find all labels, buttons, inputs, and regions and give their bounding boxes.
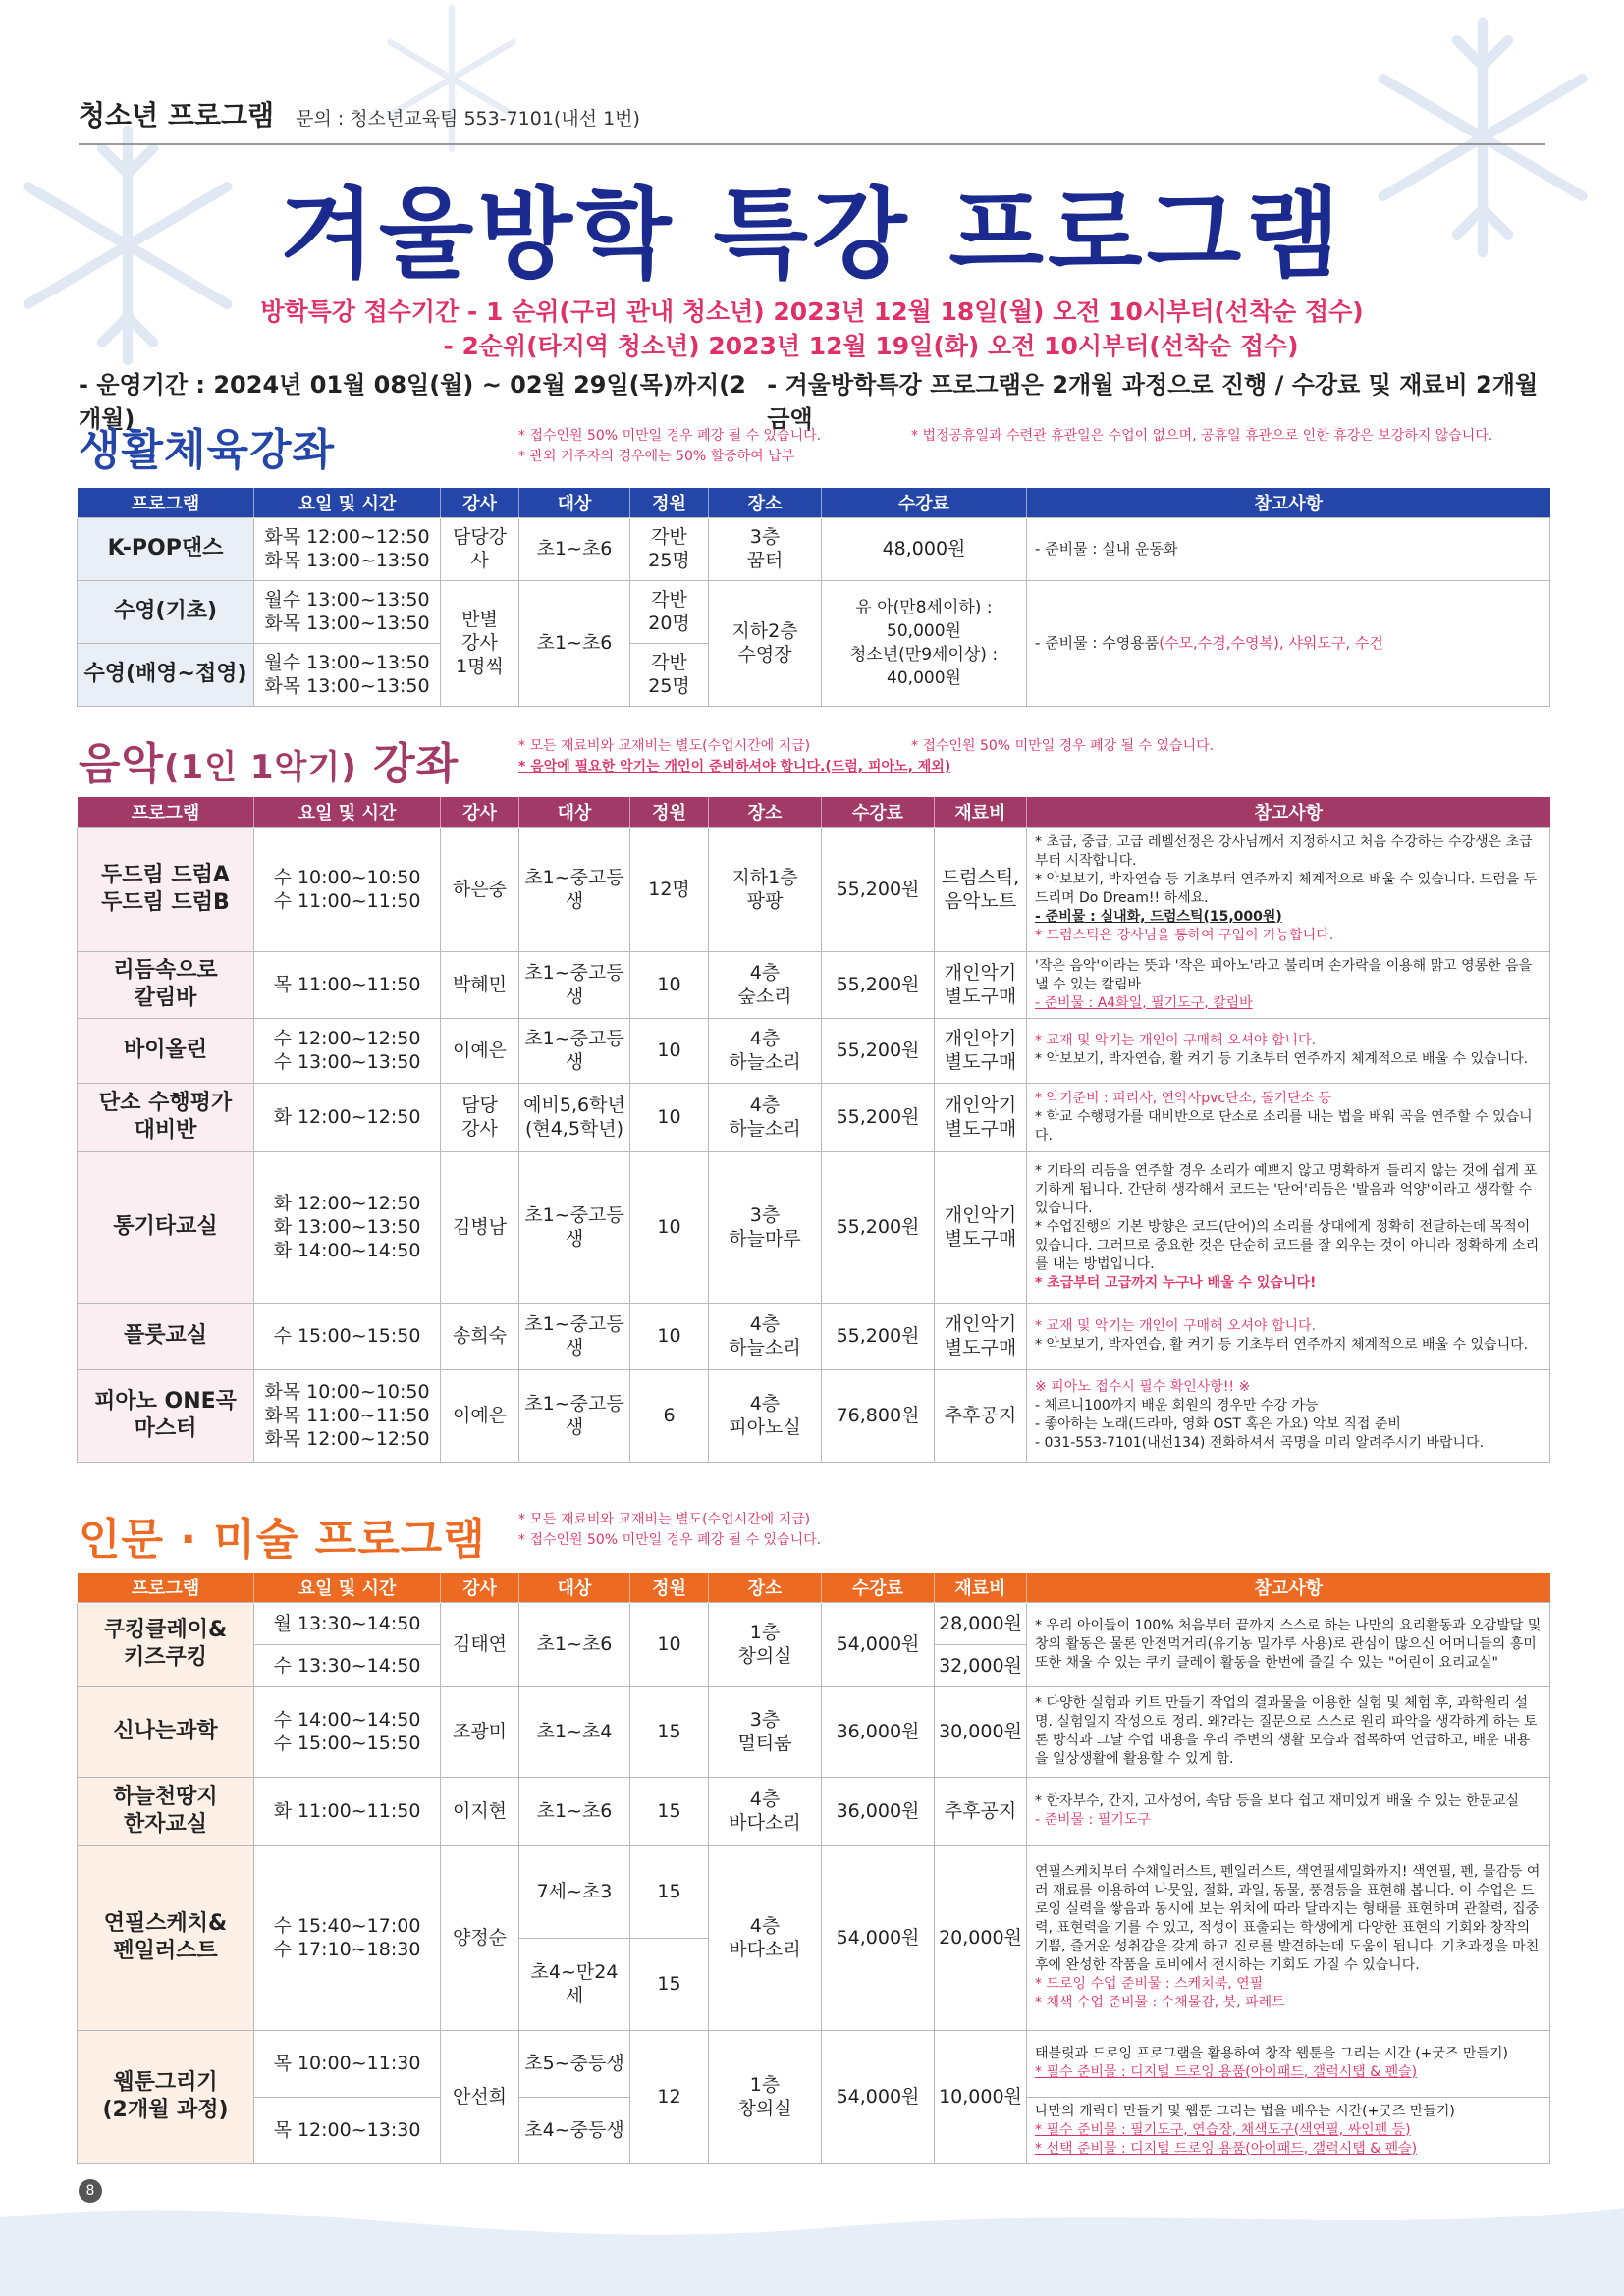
program-fee: 55,200원: [822, 1303, 935, 1369]
col-target: 대상: [519, 488, 630, 517]
program-note: - 준비물 : 수영용품(수모,수경,수영복), 샤워도구, 수건: [1027, 580, 1550, 706]
program-time: 월수 13:00~13:50 화목 13:00~13:50: [254, 580, 441, 643]
program-note: '작은 음악'이라는 뜻과 '작은 피아노'라고 불리며 손가락을 이용해 맑고 영롱한 음을 낼 수 있는 칼림바 - 준비물 : A4화일, 필기도구, 칼림바: [1027, 951, 1550, 1018]
program-time: 목 10:00~11:30: [254, 2030, 441, 2097]
program-material: 개인악기 별도구매: [935, 1303, 1027, 1369]
col-place: 장소: [709, 797, 822, 827]
program-target: 초1~중고등생: [519, 1303, 630, 1369]
program-target: 초1~중고등생: [519, 1151, 630, 1303]
table-row: [78, 1151, 1550, 1303]
table-row: [78, 1369, 1550, 1462]
table-row: [78, 1602, 1550, 1644]
program-time: 목 11:00~11:50: [254, 951, 441, 1018]
program-fee: 48,000원: [822, 517, 1027, 580]
music-notes: [518, 736, 950, 777]
program-capacity: 각반 25명: [630, 517, 709, 580]
program-teacher: 안선희: [441, 2030, 519, 2163]
program-name: 통기타교실: [78, 1151, 254, 1303]
table-row: [78, 1777, 1550, 1845]
program-capacity: 15: [630, 1777, 709, 1845]
program-teacher: 김병남: [441, 1151, 519, 1303]
program-place: 지하1층 팡팡: [709, 827, 822, 951]
program-name: 리듬속으로 칼림바: [78, 951, 254, 1018]
main-title: 겨울방학 특강 프로그램: [280, 177, 1344, 292]
program-teacher: 조광미: [441, 1686, 519, 1777]
col-place: 장소: [709, 1573, 822, 1602]
program-capacity: 15: [630, 1845, 709, 1938]
header-inquiry: 문의 : 청소년교육팀 553-7101(내선 1번): [296, 108, 640, 130]
program-place: 4층 바다소리: [709, 1777, 822, 1845]
program-material: 20,000원: [935, 1845, 1027, 2030]
program-note: * 초급, 중급, 고급 레벨선정은 강사님께서 지정하시고 처음 수강하는 수강생은 초급부터 시작합니다. * 악보보기, 박자연습 등 기초부터 연주까지 체계적으로 배울 수 있습니다. 드럼을 두드리며 Do Dream!! 하세요. - 준비물 : 실내화, 드럼스틱(15,000원) * 드럼스틱은 강사님을 통하여 구입이 가능합니다.: [1027, 827, 1550, 951]
program-note: * 우리 아이들이 100% 처음부터 끝까지 스스로 하는 나만의 요리활동과 오감발달 및 창의 활동은 물론 안전먹거리(유기농 밀가루 사용)로 관심이 많으신 어머니들의 흥미 또한 채울 수 있는 쿠키 클레이 활동을 한번에 즐길 수 있는 "어린이 요리교실": [1027, 1602, 1550, 1686]
program-time: 화목 12:00~12:50 화목 13:00~13:50: [254, 517, 441, 580]
program-target: 초1~초6: [519, 1602, 630, 1686]
program-fee: 54,000원: [822, 2030, 935, 2163]
program-note: * 악기준비 : 피리사, 연악사pvc단소, 돌기단소 등 * 학교 수행평가를 대비반으로 단소로 소리를 내는 법을 배워 곡을 연주할 수 있습니다.: [1027, 1083, 1550, 1151]
program-note: 태블릿과 드로잉 프로그램을 활용하여 창작 웹툰을 그리는 시간 (+굿즈 만들기) * 필수 준비물 : 디지털 드로잉 용품(아이패드, 갤럭시탭 & 펜슬): [1027, 2030, 1550, 2097]
program-name: 연필스케치& 펜일러스트: [78, 1845, 254, 2030]
table-row: [78, 951, 1550, 1018]
arts-section-title: 인문 · 미술 프로그램: [79, 1515, 486, 1565]
col-material: 재료비: [935, 1573, 1027, 1602]
program-capacity: 12명: [630, 827, 709, 951]
registration-line-2: - 2순위(타지역 청소년) 2023년 12월 19일(화) 오전 10시부터(선착순 접수): [443, 332, 1299, 360]
program-fee: 유 아(만8세이하) : 50,000원 청소년(만9세이상) : 40,000원: [822, 580, 1027, 706]
col-fee: 수강료: [822, 797, 935, 827]
program-capacity: 10: [630, 1018, 709, 1083]
col-note: 참고사항: [1027, 488, 1550, 517]
program-note: * 교재 및 악기는 개인이 구매해 오셔야 합니다. * 악보보기, 박자연습, 활 켜기 등 기초부터 연주까지 체계적으로 배울 수 있습니다.: [1027, 1303, 1550, 1369]
music-section-title: [79, 728, 459, 791]
col-fee: 수강료: [822, 1573, 935, 1602]
music-note-1: * 모든 재료비와 교재비는 별도(수업시간에 지급): [518, 738, 811, 754]
program-place: 3층 하늘마루: [709, 1151, 822, 1303]
col-program: 프로그램: [78, 488, 254, 517]
program-material: 개인악기 별도구매: [935, 1018, 1027, 1083]
program-place: 4층 하늘소리: [709, 1018, 822, 1083]
col-target: 대상: [519, 797, 630, 827]
program-fee: 55,200원: [822, 1151, 935, 1303]
program-time: 화 12:00~12:50: [254, 1083, 441, 1151]
col-time: 요일 및 시간: [254, 488, 441, 517]
table-row: [78, 1845, 1550, 1938]
col-fee: 수강료: [822, 488, 1027, 517]
program-note: 연필스케치부터 수채일러스트, 펜일러스트, 색연필세밀화까지! 색연필, 펜, 물감등 여러 재료를 이용하여 나뭇잎, 절화, 과일, 동물, 풍경등을 표현해 봅니다. 이 수업은 드로잉 실력을 쌓음과 동시에 보는 위치에 따라 달라지는 형태를 표현하며 관찰력, 집중력, 표현력을 기를 수 있고, 적성이 표출되는 학생에게 다양한 표현의 기회와 창작의 기쁨, 즐거운 성취감을 갖게 하고 진로를 발견하는데 도움이 됩니다. 기초과정을 마친 후에 완성한 작품을 로비에서 전시하는 기회도 가질 수 있습니다. * 드로잉 수업 준비물 : 스케치북, 연필 * 채색 수업 준비물 : 수채물감, 붓, 파레트: [1027, 1845, 1550, 2030]
program-target: 초1~초6: [519, 580, 630, 706]
program-fee: 55,200원: [822, 1083, 935, 1151]
program-material: 개인악기 별도구매: [935, 951, 1027, 1018]
program-teacher: 이예은: [441, 1369, 519, 1462]
table-header-row: [78, 1573, 1550, 1602]
program-time: 수 10:00~10:50 수 11:00~11:50: [254, 827, 441, 951]
program-material: 32,000원: [935, 1644, 1027, 1686]
program-time: 화 12:00~12:50 화 13:00~13:50 화 14:00~14:50: [254, 1151, 441, 1303]
music-title-a: 음악: [79, 739, 165, 789]
program-place: 4층 하늘소리: [709, 1083, 822, 1151]
program-note: 나만의 캐릭터 만들기 및 웹툰 그리는 법을 배우는 시간(+굿즈 만들기) * 필수 준비물 : 필기도구, 연습장, 채색도구(색연필, 싸인펜 등) * 선택 준비물 : 디지털 드로잉 용품(아이패드, 갤럭시탭 & 펜슬): [1027, 2097, 1550, 2163]
program-capacity: 각반 20명: [630, 580, 709, 643]
col-time: 요일 및 시간: [254, 1573, 441, 1602]
program-target: 초1~중고등생: [519, 1369, 630, 1462]
program-target: 초1~중고등생: [519, 827, 630, 951]
program-name: 피아노 ONE곡 마스터: [78, 1369, 254, 1462]
sports-notes: [518, 426, 821, 467]
program-place: 4층 바다소리: [709, 1845, 822, 2030]
col-program: 프로그램: [78, 1573, 254, 1602]
arts-table: [77, 1573, 1550, 2164]
program-capacity: 10: [630, 1151, 709, 1303]
sports-table: [77, 488, 1550, 707]
music-note-2: * 음악에 필요한 악기는 개인이 준비하셔야 합니다.(드럼, 피아노, 제외): [518, 759, 951, 774]
program-place: 3층 꿈터: [709, 517, 822, 580]
music-note-right: * 접수인원 50% 미만일 경우 폐강 될 수 있습니다.: [911, 738, 1215, 754]
table-row: [78, 1686, 1550, 1777]
col-target: 대상: [519, 1573, 630, 1602]
col-capacity: 정원: [630, 1573, 709, 1602]
program-target: 초1~중고등생: [519, 951, 630, 1018]
program-material: 개인악기 별도구매: [935, 1083, 1027, 1151]
bottom-wave-decoration: [0, 2149, 1624, 2296]
program-material: 추후공지: [935, 1369, 1027, 1462]
program-material: 개인악기 별도구매: [935, 1151, 1027, 1303]
program-fee: 55,200원: [822, 1018, 935, 1083]
table-row: [78, 580, 1550, 643]
program-name: 웹툰그리기 (2개월 과정): [78, 2030, 254, 2163]
program-time: 수 15:40~17:00 수 17:10~18:30: [254, 1845, 441, 2030]
program-target: 초1~초6: [519, 1777, 630, 1845]
program-place: 1층 창의실: [709, 1602, 822, 1686]
program-fee: 54,000원: [822, 1602, 935, 1686]
program-teacher: 양정순: [441, 1845, 519, 2030]
program-target: 예비5,6학년 (현4,5학년): [519, 1083, 630, 1151]
program-fee: 55,200원: [822, 827, 935, 951]
music-title-c: 강좌: [356, 739, 460, 789]
program-capacity: 10: [630, 951, 709, 1018]
program-name: 플룻교실: [78, 1303, 254, 1369]
col-place: 장소: [709, 488, 822, 517]
program-name: 쿠킹클레이& 키즈쿠킹: [78, 1602, 254, 1686]
sports-note-right: * 법정공휴일과 수련관 휴관일은 수업이 없으며, 공휴일 휴관으로 인한 휴강은 보강하지 않습니다.: [911, 428, 1493, 444]
program-capacity: 10: [630, 1083, 709, 1151]
arts-note-2: * 접수인원 50% 미만일 경우 폐강 될 수 있습니다.: [518, 1532, 822, 1548]
table-header-row: [78, 797, 1550, 827]
program-teacher: 담당 강사: [441, 1083, 519, 1151]
page-header: [79, 94, 1545, 145]
col-material: 재료비: [935, 797, 1027, 827]
program-capacity: 10: [630, 1602, 709, 1686]
table-row: [78, 517, 1550, 580]
program-target: 초1~중고등생: [519, 1018, 630, 1083]
program-place: 지하2층 수영장: [709, 580, 822, 706]
program-time: 수 12:00~12:50 수 13:00~13:50: [254, 1018, 441, 1083]
program-material: 10,000원: [935, 2030, 1027, 2163]
program-note: * 한자부수, 간지, 고사성어, 속담 등을 보다 쉽고 재미있게 배울 수 있는 한문교실 - 준비물 : 필기도구: [1027, 1777, 1550, 1845]
program-material: 추후공지: [935, 1777, 1027, 1845]
program-name: 단소 수행평가 대비반: [78, 1083, 254, 1151]
program-target: 7세~초3: [519, 1845, 630, 1938]
program-fee: 36,000원: [822, 1686, 935, 1777]
program-fee: 54,000원: [822, 1845, 935, 2030]
program-teacher: 담당강사: [441, 517, 519, 580]
program-target: 초4~중등생: [519, 2097, 630, 2163]
program-material: 드럼스틱, 음악노트: [935, 827, 1027, 951]
program-place: 4층 피아노실: [709, 1369, 822, 1462]
program-place: 3층 멀티룸: [709, 1686, 822, 1777]
program-material: 30,000원: [935, 1686, 1027, 1777]
program-place: 4층 숲소리: [709, 951, 822, 1018]
table-row: [78, 1303, 1550, 1369]
program-time: 월수 13:00~13:50 화목 13:00~13:50: [254, 643, 441, 706]
program-teacher: 이예은: [441, 1018, 519, 1083]
program-capacity: 각반 25명: [630, 643, 709, 706]
program-fee: 36,000원: [822, 1777, 935, 1845]
program-teacher: 이지현: [441, 1777, 519, 1845]
program-place: 4층 하늘소리: [709, 1303, 822, 1369]
col-teacher: 강사: [441, 1573, 519, 1602]
program-capacity: 12: [630, 2030, 709, 2163]
program-note: - 준비물 : 실내 운동화: [1027, 517, 1550, 580]
program-material: 28,000원: [935, 1602, 1027, 1644]
col-capacity: 정원: [630, 488, 709, 517]
sports-note-1: * 접수인원 50% 미만일 경우 폐강 될 수 있습니다.: [518, 428, 822, 444]
program-time: 수 15:00~15:50: [254, 1303, 441, 1369]
col-teacher: 강사: [441, 797, 519, 827]
program-teacher: 반별 강사 1명씩: [441, 580, 519, 706]
period-right: - 겨울방학특강 프로그램은 2개월 과정으로 진행 / 수강료 및 재료비 2개월 금액: [767, 371, 1539, 433]
program-time: 월 13:30~14:50: [254, 1602, 441, 1644]
program-target: 초1~초4: [519, 1686, 630, 1777]
program-target: 초1~초6: [519, 517, 630, 580]
program-note: * 다양한 실험과 키트 만들기 작업의 결과물을 이용한 실험 및 체험 후, 과학원리 설명. 실험일지 작성으로 정리. 왜?라는 질문으로 스스로 원리 파악을 생각하게 하는 토론 방식과 그날 수업 내용을 우리 주변의 생활 모습과 접목하여 언급하고, 배운 내용을 일상생활에 활용할 수 있게 함.: [1027, 1686, 1550, 1777]
table-header-row: [78, 488, 1550, 517]
program-name: 바이올린: [78, 1018, 254, 1083]
program-name: K-POP댄스: [78, 517, 254, 580]
program-name: 수영(기초): [78, 580, 254, 643]
program-capacity: 15: [630, 1938, 709, 2030]
program-note: * 교재 및 악기는 개인이 구매해 오셔야 합니다. * 악보보기, 박자연습, 활 켜기 등 기초부터 연주까지 체계적으로 배울 수 있습니다.: [1027, 1018, 1550, 1083]
sports-section-title: 생활체육강좌: [79, 425, 336, 475]
arts-notes: [518, 1510, 821, 1551]
program-fee: 76,800원: [822, 1369, 935, 1462]
program-teacher: 박혜민: [441, 951, 519, 1018]
program-name: 수영(배영~접영): [78, 643, 254, 706]
col-time: 요일 및 시간: [254, 797, 441, 827]
period-left: - 운영기간 : 2024년 01월 08일(월) ~ 02월 29일(목)까지(2개월): [79, 371, 746, 433]
program-time: 목 12:00~13:30: [254, 2097, 441, 2163]
table-row: [78, 1083, 1550, 1151]
program-time: 수 14:00~14:50 수 15:00~15:50: [254, 1686, 441, 1777]
program-teacher: 송희숙: [441, 1303, 519, 1369]
program-target: 초5~중등생: [519, 2030, 630, 2097]
program-capacity: 15: [630, 1686, 709, 1777]
col-capacity: 정원: [630, 797, 709, 827]
arts-note-1: * 모든 재료비와 교재비는 별도(수업시간에 지급): [518, 1512, 811, 1527]
col-teacher: 강사: [441, 488, 519, 517]
table-row: [78, 1018, 1550, 1083]
col-note: 참고사항: [1027, 797, 1550, 827]
program-name: 신나는과학: [78, 1686, 254, 1777]
program-time: 수 13:30~14:50: [254, 1644, 441, 1686]
col-note: 참고사항: [1027, 1573, 1550, 1602]
program-teacher: 하은중: [441, 827, 519, 951]
program-time: 화 11:00~11:50: [254, 1777, 441, 1845]
page-number: 8: [79, 2179, 102, 2203]
program-teacher: 김태연: [441, 1602, 519, 1686]
program-name: 두드림 드럼A 두드림 드럼B: [78, 827, 254, 951]
registration-line-1: 방학특강 접수기간 - 1 순위(구리 관내 청소년) 2023년 12월 18일(월) 오전 10시부터(선착순 접수): [260, 297, 1364, 326]
header-title: 청소년 프로그램: [79, 99, 275, 132]
program-capacity: 6: [630, 1369, 709, 1462]
program-fee: 55,200원: [822, 951, 935, 1018]
sports-note-2: * 관외 거주자의 경우에는 50% 할증하여 납부: [518, 449, 795, 464]
program-time: 화목 10:00~10:50 화목 11:00~11:50 화목 12:00~12:50: [254, 1369, 441, 1462]
program-name: 하늘천땅지 한자교실: [78, 1777, 254, 1845]
program-place: 1층 창의실: [709, 2030, 822, 2163]
table-row: [78, 827, 1550, 951]
music-title-b: (1인 1악기): [164, 748, 357, 787]
program-note: * 기타의 리듬을 연주할 경우 소리가 예쁘지 않고 명확하게 들리지 않는 것에 쉽게 포기하게 됩니다. 간단히 생각해서 코드는 '단어'리듬은 '발음과 억양'이라고 생각할 수 있습니다. * 수업진행의 기본 방향은 코드(단어)의 소리를 상대에게 정확히 전달하는데 목적이 있습니다. 그러므로 중요한 것은 단순히 코드를 잘 외우는 것이 아니라 정확하게 소리를 내는 방법입니다. * 초급부터 고급까지 누구나 배울 수 있습니다!: [1027, 1151, 1550, 1303]
program-capacity: 10: [630, 1303, 709, 1369]
program-note: ※ 피아노 접수시 필수 확인사항!! ※ - 체르니100까지 배운 회원의 경우만 수강 가능 - 좋아하는 노래(드라마, 영화 OST 혹은 가요) 악보 직접 준비 - 031-553-7101(내선134) 전화하셔서 곡명을 미리 알려주시기 바랍니다.: [1027, 1369, 1550, 1462]
music-table: [77, 797, 1550, 1463]
col-program: 프로그램: [78, 797, 254, 827]
table-row: [78, 2030, 1550, 2097]
program-target: 초4~만24세: [519, 1938, 630, 2030]
